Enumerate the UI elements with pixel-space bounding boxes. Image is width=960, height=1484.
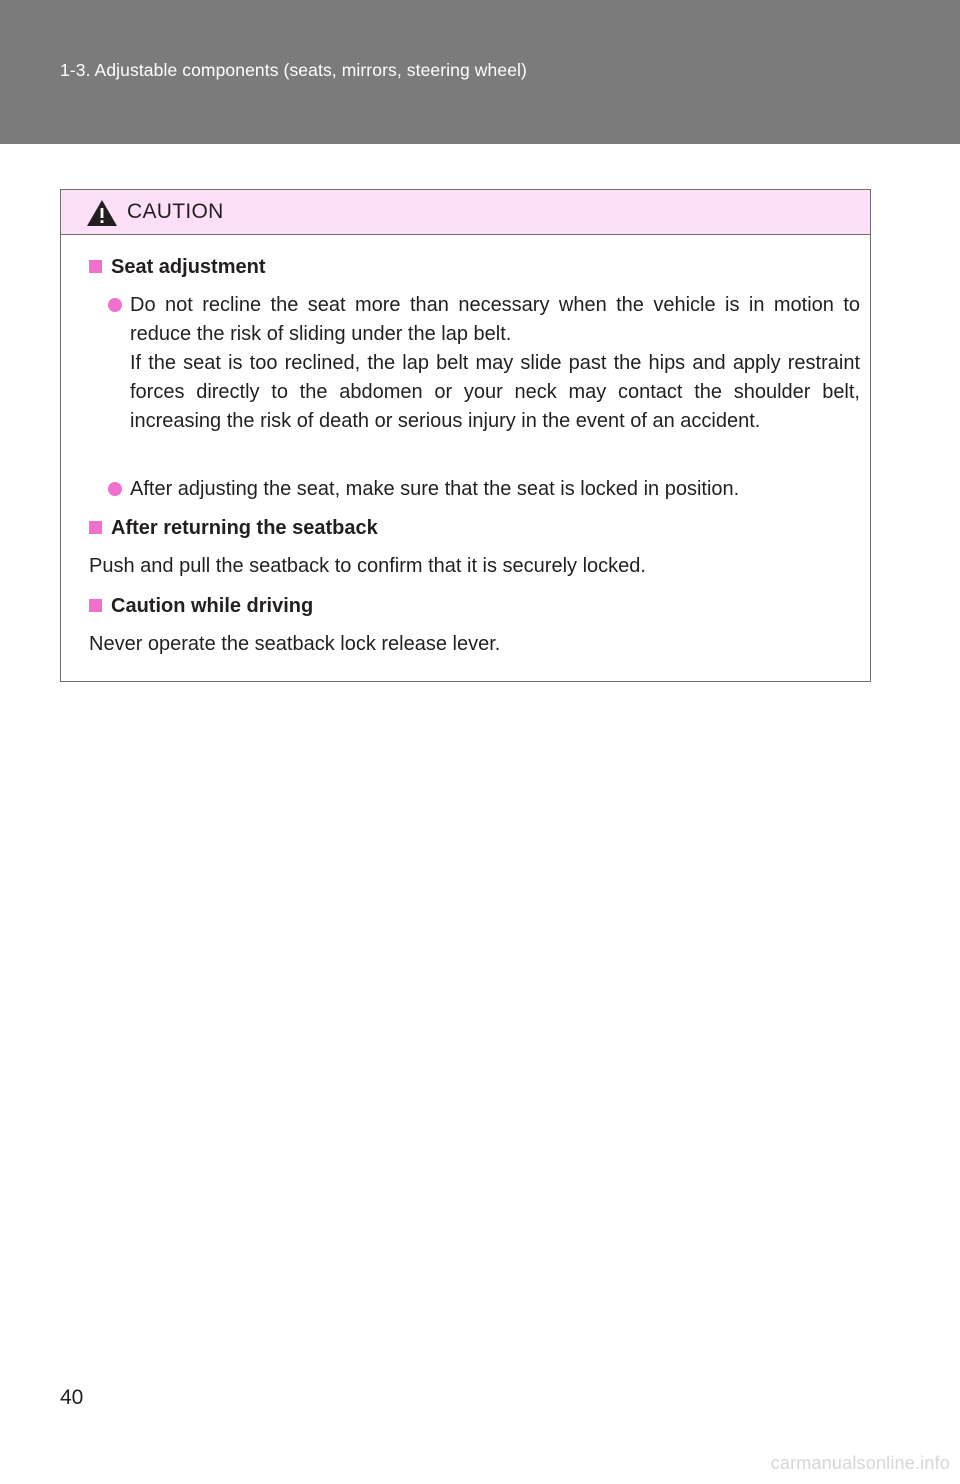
page-header [0,0,960,144]
paragraph: If the seat is too reclined, the lap belt may slide past the hips and apply restraint forces directly to the abdomen or your neck may contact the shoulder belt, increasing the risk of death or serious injury in the event of an accident. [130,352,860,432]
square-bullet-icon [89,599,102,612]
caution-label: CAUTION [127,200,224,223]
circle-bullet-icon [108,482,122,496]
circle-bullet-icon [108,298,122,312]
list-item [108,475,860,504]
paragraph: Do not recline the seat more than necessary when the vehicle is in motion to reduce the risk of sliding under the lap belt. [130,294,860,345]
section-title-caution-while-driving [89,592,313,620]
square-bullet-icon [89,260,102,273]
section-title-seat-adjustment [89,253,265,281]
paragraph-text: Push and pull the seatback to confirm that it is securely locked. [89,555,646,577]
paragraph [89,630,500,658]
caution-box [60,189,871,682]
paragraph [89,552,646,580]
warning-triangle-icon [86,199,118,227]
bullet-text [109,475,860,504]
page-number: 40 [60,1386,84,1409]
section-title-text: Seat adjustment [111,256,266,278]
chapter-title: 1-3. Adjustable components (seats, mirrors, steering wheel) [60,60,527,80]
caution-header [61,190,870,235]
paragraph-text: Never operate the seatback lock release lever. [89,633,501,655]
section-title-after-returning-seatback [89,514,378,542]
paragraph: After adjusting the seat, make sure that the seat is locked in position. [130,478,740,500]
bullet-text [109,291,860,436]
watermark: carmanualsonline.info [770,1453,950,1473]
section-title-text: Caution while driving [111,595,314,617]
section-title-text: After returning the seatback [111,517,378,539]
list-item [108,291,860,436]
square-bullet-icon [89,521,102,534]
